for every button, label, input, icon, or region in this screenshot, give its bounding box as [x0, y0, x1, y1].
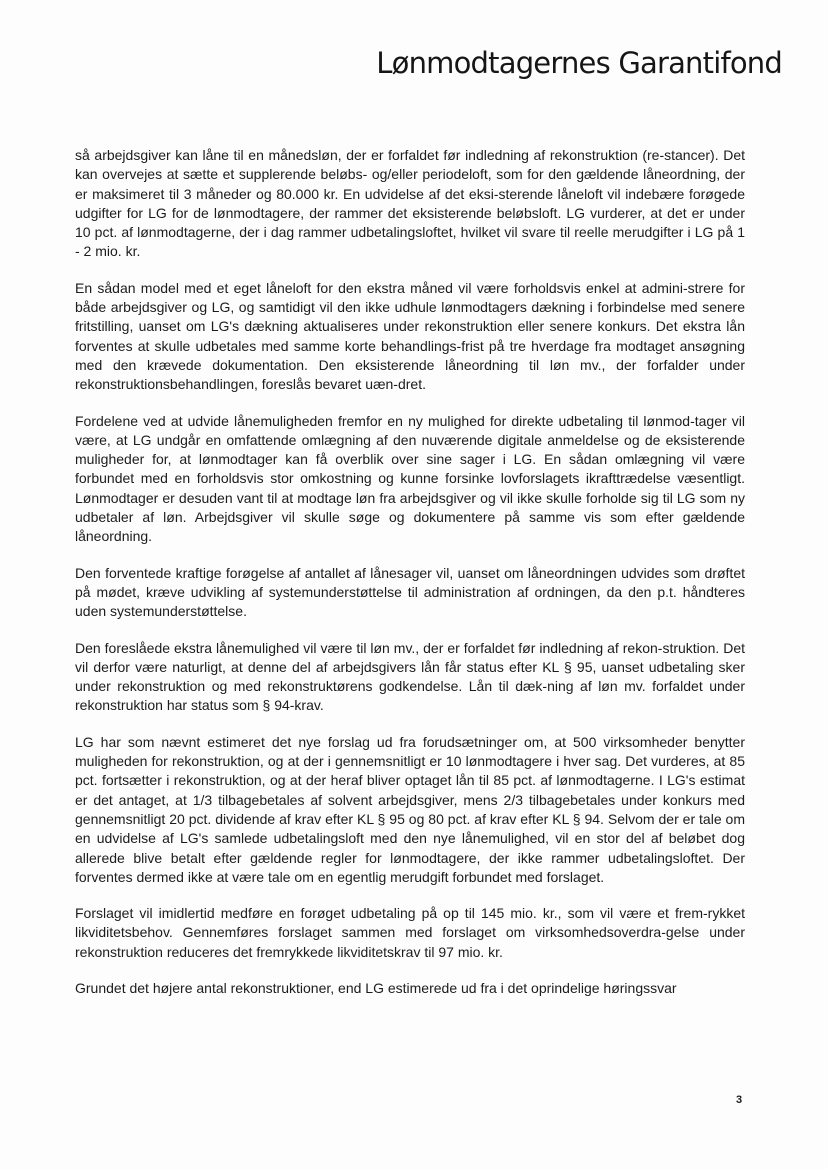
paragraph: Den forventede kraftige forøgelse af antallet af lånesager vil, uanset om låneordningen udvides som drøftet på mødet, kræve udvikling af systemunderstøttelse til administration af ordningen, da den p.t. håndteres uden systemunderstøttelse.: [75, 564, 745, 620]
page-number: 3: [736, 1094, 743, 1106]
paragraph: Den foreslåede ekstra lånemulighed vil være til løn mv., der er forfaldet før indledning af rekon-struktion. Det vil derfor være naturligt, at denne del af arbejdsgivers lån får status efter KL § 95, uanset udbetaling sker under rekonstruktion og med rekonstruktørens godkendelse. Lån til dæk-ning af løn mv. forfaldet under rekonstruktion har status som § 94-krav.: [75, 639, 745, 714]
paragraph: LG har som nævnt estimeret det nye forslag ud fra forudsætninger om, at 500 virksomheder benytter muligheden for rekonstruktion, og at der i gennemsnitligt er 10 lønmodtagere i hver sag. Det vurderes, at 85 pct. fortsætter i rekonstruktion, og at der heraf bliver optaget lån til 85 pct. af lønmodtagerne. I LG's estimat er det antaget, at 1/3 tilbagebetales af solvent arbejdsgiver, mens 2/3 tilbagebetales under konkurs med gennemsnitligt 20 pct. dividende af krav efter KL § 95 og 80 pct. af krav efter KL § 94. Selvom der er tale om en udvidelse af LG's samlede udbetalingsloft med den nye lånemulighed, vil en stor del af beløbet dog allerede blive betalt efter gældende regler for lønmodtagere, der ikke rammer udbetalingsloftet. Der forventes dermed ikke at være tale om en egentlig merudgift forbundet med forslaget.: [75, 733, 745, 885]
paragraph: Forslaget vil imidlertid medføre en forøget udbetaling på op til 145 mio. kr., som vil være et frem-rykket likviditetsbehov. Gennemføres forslaget sammen med forslaget om virksomhedsoverdra-gelse under rekonstruktion reduceres det fremrykkede likviditetskrav til 97 mio. kr.: [75, 905, 745, 960]
paragraph: Fordelene ved at udvide lånemuligheden fremfor en ny mulighed for direkte udbetaling til lønmod-tager vil være, at LG undgår en omfattende omlægning af den nuværende digitale anmeldelse og de eksisterende muligheder for, at lønmodtager kan få overblik over sine sager i LG. En sådan omlægning vil være forbundet med en forholdsvis stor omkostning og kunne forsinke lovforslagets ikrafttrædelse væsentligt. Lønmodtager er desuden vant til at modtage løn fra arbejdsgiver og vil ikke skulle forholde sig til LG som ny udbetaler af løn. Arbejdsgiver vil skulle søge og dokumentere på samme vis som efter gældende låneordning.: [75, 412, 745, 545]
body-text: [75, 146, 745, 1015]
paragraph: Grundet det højere antal rekonstruktioner, end LG estimerede ud fra i det oprindelige høringssvar: [75, 979, 677, 996]
paragraph: En sådan model med et eget låneloft for den ekstra måned vil være forholdsvis enkel at admini-strere for både arbejdsgiver og LG, og samtidigt vil den ikke udhule lønmodtagers dækning i forbindelse med senere fritstilling, uanset om LG's dækning aktualiseres under rekonstruktion eller senere konkurs. Det ekstra lån forventes at skulle udbetales med samme korte behandlings-frist på tre hverdage fra modtaget ansøgning med den krævede dokumentation. Den eksisterende låneordning til løn mv., der forfalder under rekonstruktionsbehandlingen, foreslås bevaret uæn-dret.: [75, 279, 745, 393]
paragraph: så arbejdsgiver kan låne til en månedsløn, der er forfaldet før indledning af rekonstruktion (re-stancer). Det kan overvejes at sætte et supplerende beløbs- og/eller periodeloft, som for den gældende låneordning, der er maksimeret til 3 måneder og 80.000 kr. En udvidelse af det eksi-sterende låneloft vil indebære forøgede udgifter for LG for de lønmodtagere, der rammer det eksisterende beløbsloft. LG vurderer, at det er under 10 pct. af lønmodtagerne, der i dag rammer udbetalingsloftet, hvilket vil svare til reelle merudgifter i LG på 1 - 2 mio. kr.: [75, 147, 745, 260]
organization-name: Lønmodtagernes Garantifond: [376, 46, 782, 80]
